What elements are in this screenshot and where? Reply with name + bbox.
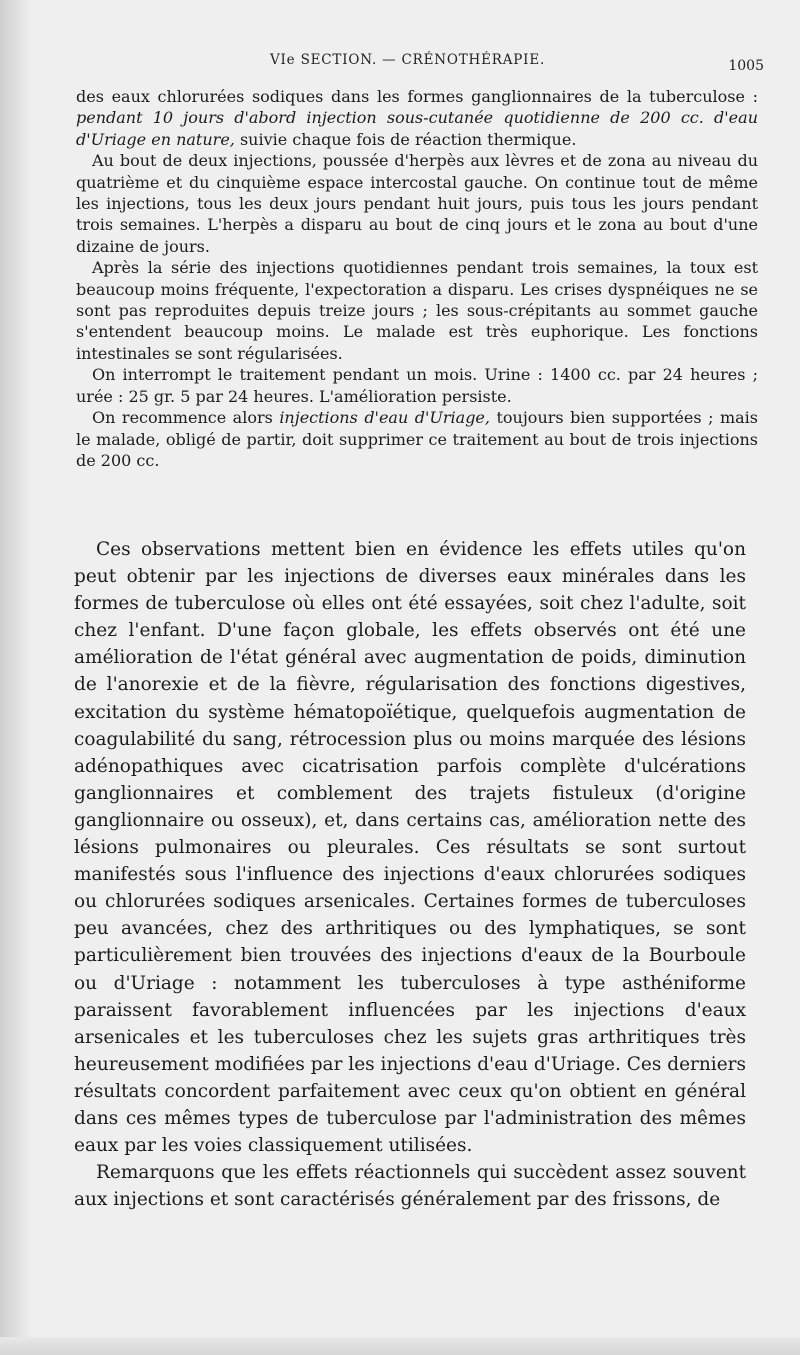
body-paragraph-1: Ces observations mettent bien en évidence les effets utiles qu'on peut obtenir par les injections de diverses eaux minérales dans les formes de tuberculose où elles ont été essayées, soit chez l'adulte, soit chez l'enfant. D'une façon globale, les effets observés ont été une amélioration de l'état général avec augmentation de poids, diminution de l'anorexie et de la fièvre, régularisation des fonctions digestives, excitation du système hématopoïétique, quelquefois augmentation de coagulabilité du sang, rétrocession plus ou moins marquée des lésions adénopathiques avec cicatrisation parfois complète d'ulcérations ganglionnaires et comblement des trajets fistuleux (d'origine ganglionnaire ou osseux), et, dans certains cas, amélioration nette des lésions pulmonaires ou pleurales. Ces résultats se sont surtout manifestés sous l'influence des injections d'eaux chlorurées sodiques ou chlorurées sodiques arsenicales. Certaines formes de tuberculoses peu avancées, chez des arthritiques ou des lymphatiques, se sont particulièrement bien trouvées des injections d'eaux de la Bourboule ou d'Uriage : notamment les tuberculoses à type asthéniforme paraissent favorablement influencées par les injections d'eaux arsenicales et les tuberculoses chez les sujets gras arthritiques très heureusement modifiées par les injections d'eau d'Uriage. Ces derniers résultats concordent parfaitement avec ceux qu'on obtient en général dans ces mêmes types de tuberculose par l'administration des mêmes eaux par les voies classiquement utilisées.: [74, 539, 746, 1157]
case-p1-italic: pendant 10 jours d'abord injection sous-cutanée quotidienne de 200 cc. d'eau d'Uriage en nature,: [76, 108, 758, 149]
case-paragraph-4: On interrompt le traitement pendant un mois. Urine : 1400 cc. par 24 heures ; urée : 25 gr. 5 par 24 heures. L'amélioration persiste.: [76, 365, 758, 406]
main-body-text: [74, 536, 746, 1213]
case-p5-italic: injections d'eau d'Uriage,: [279, 408, 490, 428]
case-paragraph-3: Après la série des injections quotidiennes pendant trois semaines, la toux est beaucoup moins fréquente, l'expectoration a disparu. Les crises dyspnéiques ne se sont pas reproduites depuis treize jours ; les sous-crépitants au sommet gauche s'entendent beaucoup moins. Le malade est très euphorique. Les fonctions intestinales se sont régularisées.: [76, 258, 758, 363]
case-p1-text-b: suivie chaque fois de réaction thermique.: [234, 129, 577, 149]
page-number: 1005: [728, 58, 764, 74]
body-paragraph-2: Remarquons que les effets réactionnels qui succèdent assez souvent aux injections et sont caractérisés généralement par des frissons, de: [74, 1162, 746, 1211]
case-paragraph-1: [76, 86, 758, 150]
case-p5-text-a: On recommence alors: [92, 408, 280, 428]
observation-case-text: [76, 86, 758, 471]
case-paragraph-5: [76, 407, 758, 471]
case-p1-text-a: des eaux chlorurées sodiques dans les formes ganglionnaires de la tuberculose :: [76, 87, 758, 106]
scan-edge-bottom: [0, 1337, 800, 1355]
running-head: VIe SECTION. — CRÉNOTHÉRAPIE.: [270, 52, 546, 68]
scan-edge-left: [0, 0, 30, 1355]
case-p5-text-b: toujours bien supportées ; mais le malade, obligé de partir, doit supprimer ce traitement au bout de trois injections de 200 cc.: [76, 408, 758, 470]
case-paragraph-2: Au bout de deux injections, poussée d'herpès aux lèvres et de zona au niveau du quatrième et du cinquième espace intercostal gauche. On continue tout de même les injections, tous les deux jours pendant huit jours, puis tous les jours pendant trois semaines. L'herpès a disparu au bout de cinq jours et le zona au bout d'une dizaine de jours.: [76, 151, 758, 256]
